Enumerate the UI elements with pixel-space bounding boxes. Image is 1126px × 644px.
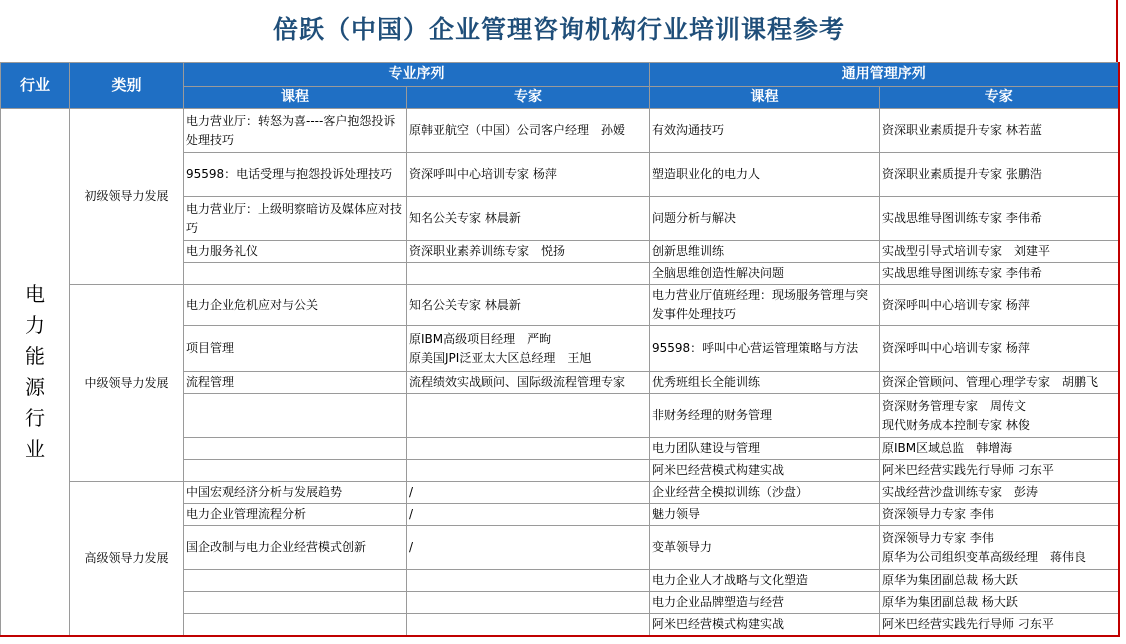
general-expert-line: 原华为公司组织变革高级经理 蒋伟良 <box>882 549 1087 564</box>
general-expert-line: 实战思维导图训练专家 李伟希 <box>882 211 1042 225</box>
header-professional-expert: 专家 <box>407 87 650 109</box>
general-expert <box>880 241 1119 263</box>
professional-expert-line: / <box>409 485 414 499</box>
general-expert-line: 实战型引导式培训专家 刘建平 <box>882 244 1051 258</box>
header-professional-series: 专业序列 <box>184 63 650 87</box>
general-expert-line: 资深领导力专家 李伟 <box>882 530 994 545</box>
general-expert <box>880 460 1119 482</box>
header-general-course: 课程 <box>650 87 880 109</box>
professional-expert <box>407 438 650 460</box>
general-course: 塑造职业化的电力人 <box>650 153 880 197</box>
professional-expert-line: 流程绩效实战顾问、国际级流程管理专家 <box>409 375 626 389</box>
professional-expert-line: 原美国JPI泛亚太大区总经理 王旭 <box>409 350 592 365</box>
general-expert-line: 阿米巴经营实践先行导师 刁东平 <box>882 463 1054 477</box>
professional-expert <box>407 526 650 570</box>
professional-expert <box>407 372 650 394</box>
professional-expert <box>407 197 650 241</box>
professional-course: 项目管理 <box>184 326 407 372</box>
general-expert-line: 资深职业素质提升专家 林若蓝 <box>882 123 1042 137</box>
general-expert <box>880 263 1119 285</box>
general-course: 非财务经理的财务管理 <box>650 394 880 438</box>
course-table <box>0 62 1120 637</box>
general-course: 电力团队建设与管理 <box>650 438 880 460</box>
industry-cell <box>1 109 70 637</box>
general-expert <box>880 394 1119 438</box>
professional-course <box>184 570 407 592</box>
table-row <box>1 482 1119 504</box>
professional-course: 流程管理 <box>184 372 407 394</box>
professional-course <box>184 614 407 637</box>
general-expert <box>880 438 1119 460</box>
professional-expert <box>407 592 650 614</box>
professional-course <box>184 438 407 460</box>
header-general-expert: 专家 <box>880 87 1119 109</box>
page-title: 倍跃（中国）企业管理咨询机构行业培训课程参考 <box>272 15 845 44</box>
general-course: 阿米巴经营模式构建实战 <box>650 460 880 482</box>
professional-course: 中国宏观经济分析与发展趋势 <box>184 482 407 504</box>
industry-char: 力 <box>25 313 45 337</box>
general-course: 全脑思维创造性解决问题 <box>650 263 880 285</box>
general-expert <box>880 109 1119 153</box>
general-course: 有效沟通技巧 <box>650 109 880 153</box>
general-expert <box>880 285 1119 326</box>
general-expert <box>880 504 1119 526</box>
industry-char: 行 <box>25 406 45 430</box>
professional-expert <box>407 326 650 372</box>
professional-expert-line: 知名公关专家 林晨新 <box>409 297 521 312</box>
general-expert-line: 资深呼叫中心培训专家 杨萍 <box>882 297 1030 312</box>
professional-course: 电力企业危机应对与公关 <box>184 285 407 326</box>
general-course: 95598：呼叫中心营运管理策略与方法 <box>650 326 880 372</box>
general-expert <box>880 326 1119 372</box>
professional-course <box>184 263 407 285</box>
general-expert-line: 资深财务管理专家 周传文 <box>882 398 1027 413</box>
general-expert-line: 原华为集团副总裁 杨大跃 <box>882 595 1018 609</box>
title-band <box>0 0 1118 62</box>
industry-char: 源 <box>25 375 45 399</box>
professional-expert <box>407 394 650 438</box>
general-course: 变革领导力 <box>650 526 880 570</box>
table-row <box>1 109 1119 153</box>
general-expert <box>880 526 1119 570</box>
general-course: 魅力领导 <box>650 504 880 526</box>
general-expert <box>880 592 1119 614</box>
general-expert-line: 实战经营沙盘训练专家 彭涛 <box>882 485 1039 499</box>
professional-expert <box>407 263 650 285</box>
header-industry: 行业 <box>1 63 70 109</box>
professional-expert <box>407 109 650 153</box>
general-expert-line: 资深职业素质提升专家 张鹏浩 <box>882 167 1042 181</box>
professional-expert <box>407 570 650 592</box>
general-course: 电力企业品牌塑造与经营 <box>650 592 880 614</box>
professional-course: 电力营业厅：转怒为喜----客户抱怨投诉处理技巧 <box>184 109 407 153</box>
professional-expert-line: 资深呼叫中心培训专家 杨萍 <box>409 167 557 181</box>
header-category: 类别 <box>70 63 184 109</box>
general-expert <box>880 482 1119 504</box>
professional-course: 电力营业厅：上级明察暗访及媒体应对技巧 <box>184 197 407 241</box>
professional-expert <box>407 504 650 526</box>
general-course: 电力企业人才战略与文化塑造 <box>650 570 880 592</box>
general-expert <box>880 153 1119 197</box>
professional-expert <box>407 482 650 504</box>
professional-course: 电力服务礼仪 <box>184 241 407 263</box>
general-expert-line: 阿米巴经营实践先行导师 刁东平 <box>882 617 1054 631</box>
header-professional-course: 课程 <box>184 87 407 109</box>
industry-char: 业 <box>25 437 45 461</box>
general-course: 阿米巴经营模式构建实战 <box>650 614 880 637</box>
general-expert-line: 资深呼叫中心培训专家 杨萍 <box>882 341 1030 355</box>
general-expert-line: 原华为集团副总裁 杨大跃 <box>882 573 1018 587</box>
professional-course <box>184 460 407 482</box>
professional-expert-line: 资深职业素养训练专家 悦扬 <box>409 244 566 258</box>
category-junior: 初级领导力发展 <box>70 109 184 285</box>
professional-course: 电力企业管理流程分析 <box>184 504 407 526</box>
header-general-series: 通用管理序列 <box>650 63 1119 87</box>
professional-course: 国企改制与电力企业经营模式创新 <box>184 526 407 570</box>
general-course: 优秀班组长全能训练 <box>650 372 880 394</box>
general-expert-line: 原IBM区域总监 韩增海 <box>882 441 1013 455</box>
professional-expert-line: 原IBM高级项目经理 严昫 <box>409 331 552 346</box>
general-course: 电力营业厅值班经理：现场服务管理与突发事件处理技巧 <box>650 285 880 326</box>
general-expert-line: 资深领导力专家 李伟 <box>882 507 994 521</box>
general-expert <box>880 614 1119 637</box>
industry-char: 能 <box>25 344 45 368</box>
general-course: 问题分析与解决 <box>650 197 880 241</box>
general-expert-line: 现代财务成本控制专家 林俊 <box>882 417 1030 432</box>
professional-expert-line: / <box>409 540 414 554</box>
professional-expert-line: / <box>409 507 414 521</box>
professional-expert <box>407 241 650 263</box>
professional-expert <box>407 460 650 482</box>
professional-course <box>184 592 407 614</box>
industry-char: 电 <box>25 282 45 306</box>
general-expert <box>880 372 1119 394</box>
professional-expert <box>407 614 650 637</box>
professional-expert-line: 知名公关专家 林晨新 <box>409 211 521 225</box>
category-middle: 中级领导力发展 <box>70 285 184 482</box>
professional-expert-line: 原韩亚航空（中国）公司客户经理 孙嫒 <box>409 123 626 137</box>
table-row <box>1 285 1119 326</box>
professional-course: 95598：电话受理与抱怨投诉处理技巧 <box>184 153 407 197</box>
general-course: 创新思维训练 <box>650 241 880 263</box>
general-expert-line: 实战思维导图训练专家 李伟希 <box>882 266 1042 280</box>
general-expert-line: 资深企管顾问、管理心理学专家 胡鹏飞 <box>882 375 1099 389</box>
general-expert <box>880 197 1119 241</box>
category-senior: 高级领导力发展 <box>70 482 184 637</box>
general-course: 企业经营全模拟训练（沙盘） <box>650 482 880 504</box>
professional-expert <box>407 285 650 326</box>
professional-expert <box>407 153 650 197</box>
general-expert <box>880 570 1119 592</box>
professional-course <box>184 394 407 438</box>
